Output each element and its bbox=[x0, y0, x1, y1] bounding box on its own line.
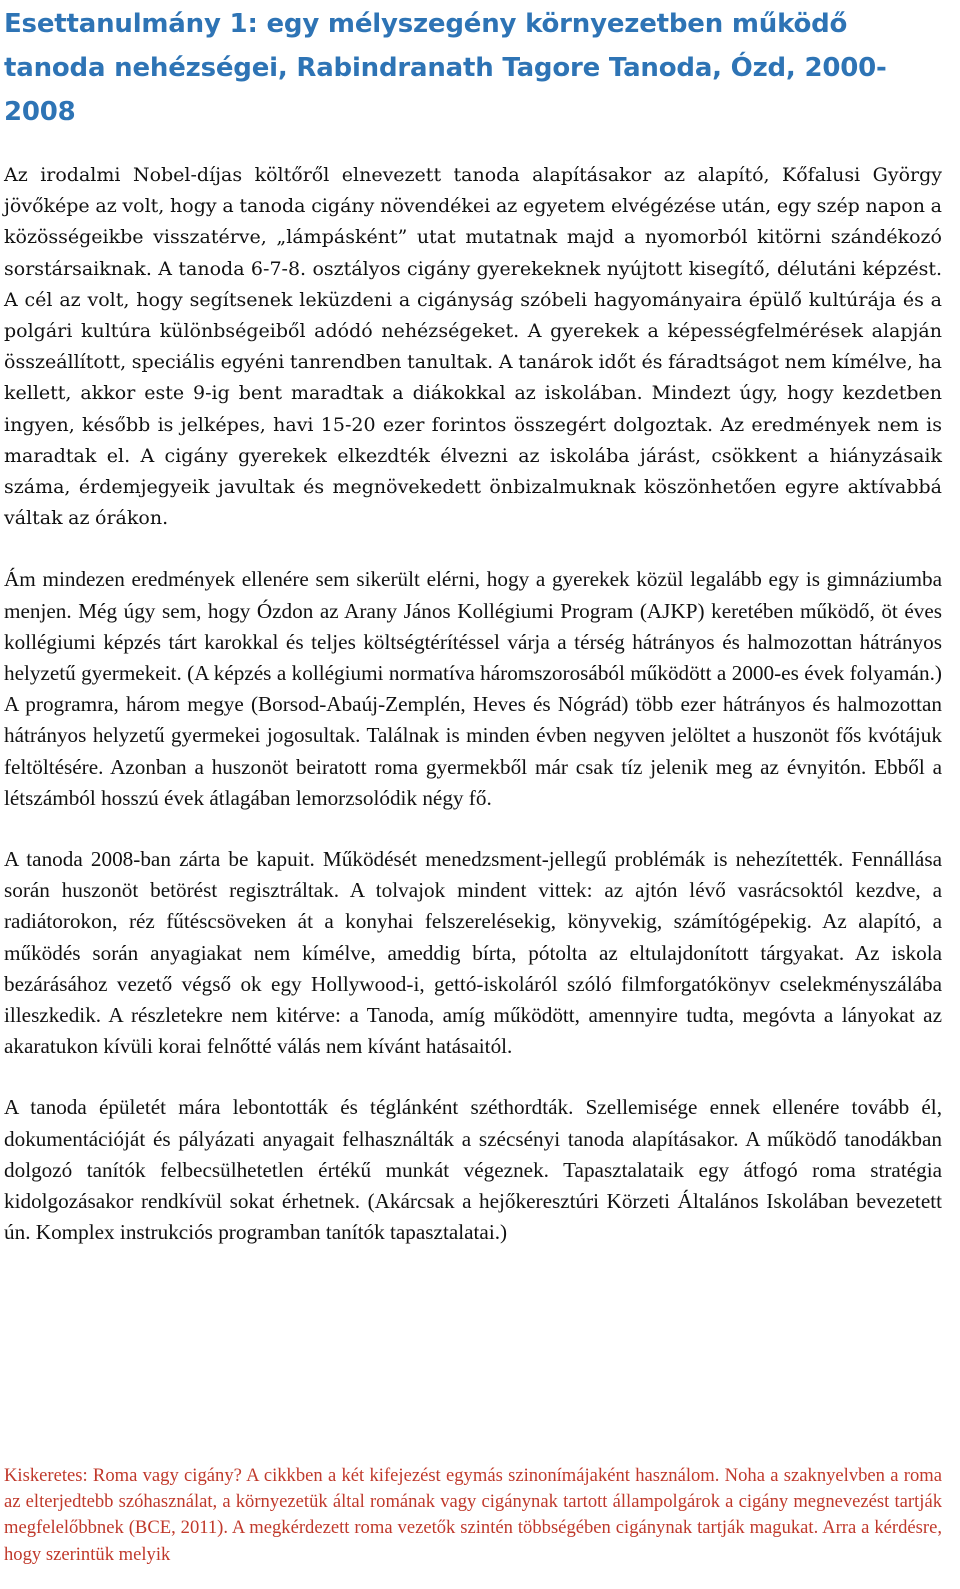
paragraph-tanoda-founding: Az irodalmi Nobel-díjas költőről elnevezett tanoda alapításakor az alapító, Kőfalusi György jövőképe az volt, hogy a tanoda cigány növendékei az egyetem elvégézése után, egy szép napon a közösségeikbe visszatérve, „lámpásként” utat mutatnak majd a nyomorból kitörni szándékozó sorstársaiknak. A tanoda 6-7-8. osztályos cigány gyerekeknek nyújtott kisegítő, délutáni képzést. A cél az volt, hogy segítsenek leküzdeni a cigányság szóbeli hagyományaira épülő kultúrája és a polgári kultúra különbségeiből adódó nehézségeket. A gyerekek a képességfelmérések alapján összeállított, speciális egyéni tanrendben tanultak. A tanárok időt és fáradtságot nem kímélve, ha kellett, akkor este 9-ig bent maradtak a diákokkal az iskolában. Mindezt úgy, hogy kezdetben ingyen, később is jelképes, havi 15-20 ezer forintos összegért dolgoztak. Az eredmények nem is maradtak el. A cigány gyerekek elkezdték élvezni az iskolába járást, csökkent a hiányzásaik száma, érdemjegyeik javultak és megnövekedett önbizalmuknak köszönhetően egyre aktívabbá váltak az órákon. bbox=[4, 164, 942, 530]
paragraph-results-and-ajkp: Ám mindezen eredmények ellenére sem sikerült elérni, hogy a gyerekek közül legalább egy is gimnáziumba menjen. Még úgy sem, hogy Ózdon az Arany János Kollégiumi Program (AJKP) keretében működő, öt éves kollégiumi képzés tárt karokkal és teljes költségtérítéssel várja a térség hátrányos és halmozottan hátrányos helyzetű gyermekeit. (A képzés a kollégiumi normatíva háromszorosából működött a 2000-es évek folyamán.) A programra, három megye (Borsod-Abaúj-Zemplén, Heves és Nógrád) több ezer hátrányos és halmozottan hátrányos helyzetű gyermekei jogosultak. Találnak is minden évben negyven jelöltet a huszonöt fős kvótájuk feltöltésére. Azonban a huszonöt beiratott roma gyermekből már csak tíz jelenik meg az évnyitón. Ebből a létszámból hosszú évek átlagában lemorzsolódik négy fő. bbox=[4, 567, 942, 810]
case-study-title: Esettanulmány 1: egy mélyszegény környezetben működő tanoda nehézségei, Rabindranath Tagore Tanoda, Ózd, 2000-2008 bbox=[4, 9, 887, 127]
paragraph-legacy: A tanoda épületét mára lebontották és téglánként széthordták. Szellemisége ennek ellenére tovább él, dokumentációját és pályázati anyagait felhasználták a szécsényi tanoda alapításakor. A működő tanodákban dolgozó tanítók felbecsülhetetlen értékű munkát végeznek. Tapasztalataik egy átfogó roma stratégia kidolgozásakor rendkívül sokat érhetnek. (Akárcsak a hejőkeresztúri Körzeti Általános Iskolában bevezetett ún. Komplex instrukciós programban tanítók tapasztalatai.) bbox=[4, 1095, 942, 1245]
sidebar-note-roma-or-gypsy: Kiskeretes: Roma vagy cigány? A cikkben a két kifejezést egymás szinonímájaként használom. Noha a szaknyelvben a roma az elterjedtebb szóhasználat, a környezetük által romának vagy cigánynak tartott állampolgárok a cigány megnevezést tartják megfelelőbbnek (BCE, 2011). A megkérdezett roma vezetők szintén többségében cigánynak tartják magukat. Arra a kérdésre, hogy szerintük melyik bbox=[4, 1465, 942, 1565]
paragraph-closure: A tanoda 2008-ban zárta be kapuit. Működését menedzsment-jellegű problémák is nehezítették. Fennállása során huszonöt betörést regisztráltak. A tolvajok mindent vittek: az ajtón lévő vasrácsoktól kezdve, a radiátorokon, réz fűtéscsöveken át a konyhai felszerelésekig, könyvekig, számítógépekig. Az alapító, a működés során anyagiakat nem kímélve, ameddig bírta, pótolta az eltulajdonított tárgyakat. Az iskola bezárásához vezető végső ok egy Hollywood-i, gettó-iskoláról szóló filmforgatókönyv cselekményszálába illeszkedik. A részletekre nem kitérve: a Tanoda, amíg működött, amennyire tudta, megóvta a lányokat az akaratukon kívüli korai felnőtté válás nem kívánt hatásaitól. bbox=[4, 847, 942, 1059]
document-page bbox=[4, 0, 942, 1249]
